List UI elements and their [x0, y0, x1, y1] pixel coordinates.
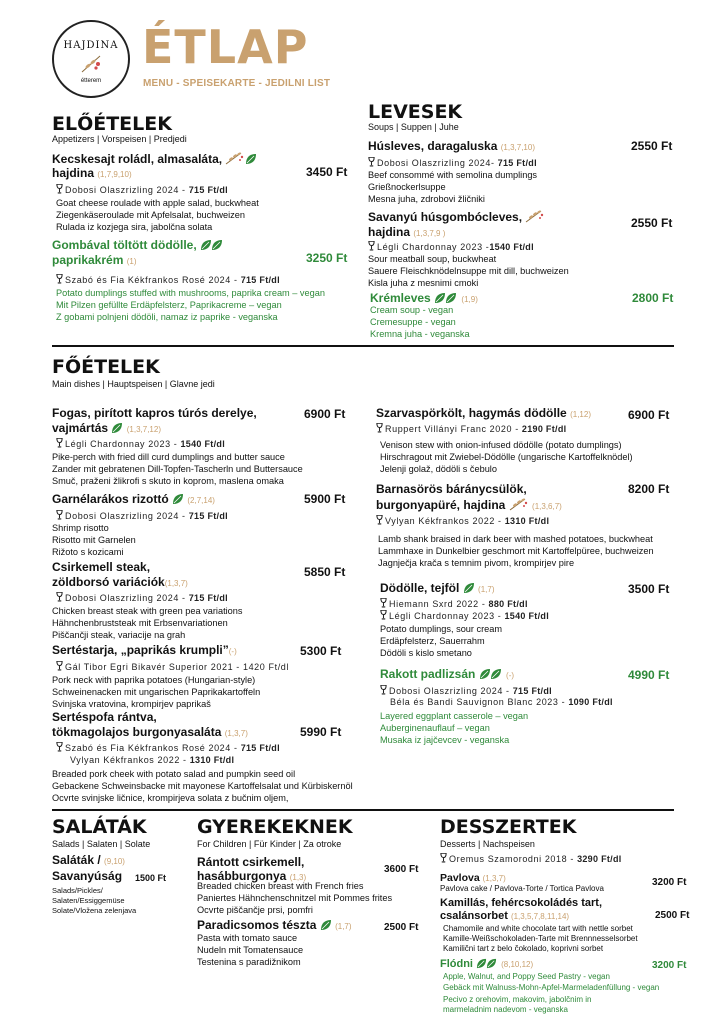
dish-name: Saláták / (9,10) — [52, 853, 125, 867]
dish-name: Sertéstarja, „paprikás krumpli”(-) — [52, 643, 237, 657]
dish-desc-de: Hähnchenbruststeak mit Erbsenvariationen — [52, 618, 228, 628]
dish-price: 8200 Ft — [628, 482, 670, 496]
wine-pairing: Gál Tibor Egri Bikavér Superior 2021 - 1420 Ft/dl — [56, 661, 289, 673]
section-subtitle-soups: Soups | Suppen | Juhe — [368, 122, 459, 132]
dish-desc-sl: Mesna juha, zdrobovi žličniki — [368, 194, 485, 204]
dish-name: Paradicsomos tészta (1,7) — [197, 918, 352, 932]
section-title-mains: FŐÉTELEK — [52, 356, 160, 378]
allergens: (1,7) — [335, 922, 352, 931]
dish-price: 2550 Ft — [631, 139, 673, 153]
dish-desc-sl: Rulada iz kozjega sira, jabolčna solata — [56, 222, 213, 232]
dish-desc-de: Gebackene Schweinsbacke mit mayonese Kartoffelsalat und Kürbiskernöl — [52, 781, 353, 791]
leaf-icon — [111, 422, 123, 434]
dish-desc-en: Sour meatball soup, buckwheat — [368, 254, 497, 264]
allergens: (1) — [126, 257, 137, 266]
dish-price: 3500 Ft — [628, 582, 670, 596]
dish-name: Kecskesajt roládl, almasaláta, — [52, 151, 257, 167]
section-title-appetizers: ELŐÉTELEK — [52, 113, 172, 135]
dish-price: 5990 Ft — [300, 725, 342, 739]
dish-desc-sl: Musaka iz jajčevcev - veganska — [380, 735, 510, 745]
dish-desc-en: Beef consommé with semolina dumplings — [368, 170, 538, 180]
allergens: (1,3,7,12) — [126, 425, 161, 434]
dish-name-line2: paprikakrém (1) — [52, 253, 137, 267]
dish-name: Szarvaspörkölt, hagymás dödölle (1,12) — [376, 406, 591, 420]
allergens: (1,7) — [478, 585, 495, 594]
wine-glass-icon — [56, 184, 63, 194]
wine-glass-icon — [380, 610, 387, 620]
dish-price: 5300 Ft — [300, 644, 342, 658]
wine-glass-icon — [376, 515, 383, 525]
dish-desc-sl: Kisla juha z mesnimi cmoki — [368, 278, 479, 288]
dish-name: Flódni (8,10,12) — [440, 958, 534, 970]
dish-price: 2800 Ft — [632, 291, 674, 305]
dish-desc-en: Lamb shank braised in dark beer with mashed potatoes, buckwheat — [378, 534, 653, 544]
wine-pairing: Dobosi Olaszrizling 2024 - 715 Ft/dl — [56, 592, 228, 604]
dish-desc-en: Potato dumplings, sour cream — [380, 624, 503, 634]
section-divider — [52, 345, 674, 347]
dish-desc-sl: Jelenji golaž, dödöli s čebulo — [380, 464, 497, 474]
dish-desc-en: Pork neck with paprika potatoes (Hungarian-style) — [52, 675, 256, 685]
dish-desc-sl: Pecivo z orehovim, makovim, jabolčnim in — [443, 995, 592, 1004]
wine-pairing: Ruppert Villányi Franc 2020 - 2190 Ft/dl — [376, 423, 566, 435]
wine-glass-icon — [56, 661, 63, 671]
wine-pairing: Légli Chardonnay 2023 - 1540 Ft/dl — [380, 610, 549, 622]
dish-name: Dödölle, tejföl (1,7) — [380, 581, 495, 595]
wine-pairing: Légli Chardonnay 2023 - 1540 Ft/dl — [56, 438, 225, 450]
dish-name: Kamillás, fehércsokoládés tart, — [440, 897, 603, 909]
allergens: (1,3,5,7,8,11,14) — [510, 912, 570, 921]
dish-desc-de: Salaten/Essiggemüse — [52, 896, 125, 905]
dish-name: Savanyú húsgombócleves, — [368, 209, 545, 225]
dish-name: Krémleves (1,9) — [370, 291, 478, 305]
dish-desc-de: Risotto mit Garnelen — [52, 535, 136, 545]
buckwheat-logo-icon — [80, 52, 104, 74]
wine-pairing: Vylyan Kékfrankos 2022 - 1310 Ft/dl — [70, 755, 235, 765]
wine-glass-icon — [440, 853, 447, 863]
dish-desc-sl: Kamilični tart z belo čokolado, koprivni sorbet — [443, 944, 604, 953]
wine-glass-icon — [56, 274, 63, 284]
dish-desc-sl: Kremna juha - veganska — [370, 329, 470, 339]
dish-desc-en: Cream soup - vegan — [370, 305, 454, 315]
dish-price: 3250 Ft — [306, 251, 348, 265]
dish-price: 3200 Ft — [652, 960, 687, 971]
dish-desc-en: Chamomile and white chocolate tart with nettle sorbet — [443, 924, 633, 933]
allergens: (1,3,7,10) — [500, 143, 535, 152]
vegan-leaves-icon — [434, 292, 458, 304]
logo-subtitle: étterem — [80, 78, 102, 84]
dish-price: 3600 Ft — [384, 864, 419, 875]
allergens: (2,7,14) — [187, 496, 215, 505]
dish-name-line2: vajmártás (1,3,7,12) — [52, 421, 161, 435]
dish-desc-sl: Testenina s paradižnikom — [197, 957, 301, 967]
dish-desc-de: Sauere Fleischknödelnsuppe mit dill, buchweizen — [368, 266, 569, 276]
dish-desc-en: Layered eggplant casserole – vegan — [380, 711, 529, 721]
dish-desc-en: Potato dumplings stuffed with mushrooms, paprika cream – vegan — [56, 288, 325, 298]
wine-glass-icon — [380, 685, 387, 695]
section-title-soups: LEVESEK — [368, 101, 463, 123]
dish-price: 6900 Ft — [628, 408, 670, 422]
dish-desc-de: Grießnockerlsuppe — [368, 182, 446, 192]
dish-desc-sl: Dödöli s kislo smetano — [380, 648, 472, 658]
dish-desc-en: Pasta with tomato sauce — [197, 933, 298, 943]
dish-desc-en: Chicken breast steak with green pea variations — [52, 606, 243, 616]
dish-desc-de: Lammhaxe in Dunkelbier geschmort mit Kartoffelpüree, buchweizen — [378, 546, 654, 556]
wine-pairing: Szabó és Fia Kékfrankos Rosé 2024 - 715 Ft/dl — [56, 742, 280, 754]
dish-price: 4990 Ft — [628, 668, 670, 682]
dish-name: Garnélarákos rizottó (2,7,14) — [52, 492, 215, 506]
section-subtitle-mains: Main dishes | Hauptspeisen | Glavne jedi — [52, 379, 215, 389]
menu-title: ÉTLAP — [142, 20, 309, 74]
dish-desc-en: Breaded chicken breast with French fries — [197, 881, 364, 891]
section-title-children: GYEREKEKNEK — [197, 816, 353, 838]
dish-desc-sl: Rižoto s kozicami — [52, 547, 124, 557]
dish-desc-en: Salads/Pickles/ — [52, 886, 103, 895]
dish-desc-de: Zander mit gebratenen Dill-Topfen-Tascherln und Buttersauce — [52, 464, 303, 474]
wine-glass-icon — [380, 598, 387, 608]
section-title-desserts: DESSZERTEK — [440, 816, 577, 838]
dish-desc-sl: Ocvrte piščančje prsi, pomfri — [197, 905, 313, 915]
allergens: (1,3,7) — [224, 729, 248, 738]
leaf-icon — [320, 919, 332, 931]
buckwheat-icon — [525, 209, 545, 223]
allergens: (1,3,6,7) — [532, 502, 562, 511]
dish-desc-en: Apple, Walnut, and Poppy Seed Pastry - vegan — [443, 972, 610, 981]
wine-glass-icon — [368, 241, 375, 251]
dish-name-line2: burgonyapüré, hajdina (1,3,6,7) — [376, 498, 562, 512]
dish-price: 2550 Ft — [631, 216, 673, 230]
buckwheat-icon — [509, 497, 529, 511]
dish-desc-sl: Solate/Vložena zelenjava — [52, 906, 137, 915]
dish-desc-sl: Piščančji steak, variacije na grah — [52, 630, 186, 640]
dish-price: 2500 Ft — [655, 910, 690, 921]
dish-desc-de: Auberginenauflauf – vegan — [380, 723, 490, 733]
allergens: (1,3,7) — [482, 874, 506, 883]
dish-name-line2: csalánsorbet (1,3,5,7,8,11,14) — [440, 910, 570, 922]
dish-desc-en: Breaded pork cheek with potato salad and pumpkin seed oil — [52, 769, 296, 779]
dish-desc-de: Paniertes Hähnchenschnitzel mit Pommes frites — [197, 893, 393, 903]
wine-pairing: Dobosi Olaszrizling 2024 - 715 Ft/dl — [380, 685, 552, 697]
dish-price: 2500 Ft — [384, 922, 419, 933]
dish-price: 3450 Ft — [306, 165, 348, 179]
section-subtitle-appetizers: Appetizers | Vorspeisen | Predjedi — [52, 134, 187, 144]
dish-name-line2: hajdina (1,3,7,9 ) — [368, 225, 446, 239]
dish-desc-sl: Smuč, praženi žlikrofi s skuto in koprom, maslena omaka — [52, 476, 284, 486]
allergens: (1,3) — [289, 873, 307, 882]
dish-name: Gombával töltött dödölle, — [52, 238, 224, 253]
dish-price: 6900 Ft — [304, 407, 346, 421]
dish-name: Rakott padlizsán (-) — [380, 667, 515, 681]
wine-pairing: Dobosi Olaszrizling 2024 - 715 Ft/dl — [56, 184, 228, 196]
allergens: (9,10) — [104, 857, 125, 866]
wine-glass-icon — [56, 742, 63, 752]
section-subtitle-desserts: Desserts | Nachspeisen — [440, 839, 535, 849]
dish-name-line2: hasábburgonya (1,3) — [197, 869, 307, 883]
dish-desc-de: Nudeln mit Tomatensauce — [197, 945, 304, 955]
dish-desc-de: Gebäck mit Walnuss-Mohn-Apfel-Marmeladenfüllung - vegan — [443, 983, 660, 992]
dish-desc-de: Ziegenkäseroulade mit Apfelsalat, buchweizen — [56, 210, 245, 220]
dish-name: Húsleves, daragaluska (1,3,7,10) — [368, 139, 535, 153]
allergens: (1,9) — [461, 295, 478, 304]
section-title-salads: SALÁTÁK — [52, 816, 147, 838]
wine-glass-icon — [56, 438, 63, 448]
dish-desc-sl: Svinjska vratovina, krompirjev paprikaš — [52, 699, 211, 709]
leaf-icon — [463, 582, 475, 594]
wine-pairing: Dobosi Olaszrizling 2024 - 715 Ft/dl — [56, 510, 228, 522]
allergens: (1,7,9,10) — [97, 170, 132, 179]
dish-desc-en: Shrimp risotto — [52, 523, 109, 533]
dish-desc-de: Hirschragout mit Zwiebel-Dödölle (ungarische Kartoffelknödel) — [380, 452, 633, 462]
wine-glass-icon — [376, 423, 383, 433]
dish-desc-de: Kamille-Weißschokoladen-Tarte mit Brennnesselsorbet — [443, 934, 638, 943]
wine-pairing: Vylyan Kékfrankos 2022 - 1310 Ft/dl — [376, 515, 549, 527]
leaf-icon — [245, 153, 257, 165]
wine-pairing: Légli Chardonnay 2023 -1540 Ft/dl — [368, 241, 534, 253]
wine-glass-icon — [56, 592, 63, 602]
dish-desc-sl-line2: marmeladnim nadevom - veganska — [443, 1005, 568, 1014]
dish-name: Rántott csirkemell, — [197, 855, 305, 869]
wine-pairing: Hiemann Sxrd 2022 - 880 Ft/dl — [380, 598, 528, 610]
wine-glass-icon — [56, 510, 63, 520]
dish-desc-en: Goat cheese roulade with apple salad, buckwheat — [56, 198, 259, 208]
dish-name-line2: zöldborsó variációk(1,3,7) — [52, 575, 188, 589]
dish-desc-de: Erdäpfelsterz, Sauerrahm — [380, 636, 485, 646]
wine-pairing: Dobosi Olaszrizling 2024- 715 Ft/dl — [368, 157, 537, 169]
dish-name: Fogas, pirított kapros túrós derelye, — [52, 406, 257, 420]
wine-pairing: Oremus Szamorodni 2018 - 3290 Ft/dl — [440, 853, 622, 865]
allergens: (-) — [228, 647, 237, 656]
allergens: (-) — [506, 671, 515, 680]
restaurant-logo — [52, 20, 130, 98]
allergens: (1,3,7) — [164, 579, 188, 588]
section-subtitle-salads: Salads | Salaten | Solate — [52, 839, 151, 849]
leaf-icon — [172, 493, 184, 505]
dish-desc-de: Mit Pilzen gefüllte Erdäpfelsterz, Paprikacreme – vegan — [56, 300, 282, 310]
dish-price: 5850 Ft — [304, 565, 346, 579]
logo-text: HAJDINA — [63, 40, 119, 51]
dish-price: 5900 Ft — [304, 492, 346, 506]
dish-desc-de: Cremesuppe - vegan — [370, 317, 456, 327]
dish-desc-sl: Ocvrte svinjske ličnice, krompirjeva solata z bučnim oljem, — [52, 793, 289, 803]
dish-desc-de: Schweinenacken mit ungarischen Paprikakartoffeln — [52, 687, 261, 697]
vegan-leaves-icon — [476, 958, 498, 969]
dish-price: 3200 Ft — [652, 877, 687, 888]
dish-price: 1500 Ft — [135, 873, 167, 883]
dish-name: Savanyúság — [52, 869, 123, 883]
dish-desc-en: Venison stew with onion-infused dödölle (potato dumplings) — [380, 440, 622, 450]
wine-glass-icon — [368, 157, 375, 167]
wine-pairing: Béla és Bandi Sauvignon Blanc 2023 - 1090 Ft/dl — [390, 697, 613, 707]
section-divider — [52, 809, 674, 811]
allergens: (1,12) — [570, 410, 591, 419]
buckwheat-icon — [225, 151, 245, 165]
section-subtitle-children: For Children | Für Kinder | Za otroke — [197, 839, 342, 849]
dish-name: Pavlova (1,3,7) — [440, 872, 506, 884]
dish-desc-sl: Z gobami polnjeni dödöli, namaz iz paprike - veganska — [56, 312, 278, 322]
dish-name-line2: tökmagolajos burgonyasaláta (1,3,7) — [52, 725, 248, 739]
allergens: (1,3,7,9 ) — [413, 229, 446, 238]
dish-desc-sl: Jagnječja krača s temnim pivom, krompirjev pire — [378, 558, 575, 568]
dish-desc-en: Pike-perch with fried dill curd dumplings and butter sauce — [52, 452, 285, 462]
dish-name-line2: hajdina (1,7,9,10) — [52, 166, 132, 180]
dish-name: Sertéspofa rántva, — [52, 710, 157, 724]
dish-name: Csirkemell steak, — [52, 560, 151, 574]
wine-pairing: Szabó és Fia Kékfrankos Rosé 2024 - 715 Ft/dl — [56, 274, 280, 286]
menu-subtitle: MENU - SPEISEKARTE - JEDILNI LIST — [143, 78, 331, 89]
vegan-leaves-icon — [479, 668, 503, 680]
vegan-leaves-icon — [200, 239, 224, 251]
dish-desc: Pavlova cake / Pavlova-Torte / Tortica Pavlova — [440, 884, 604, 893]
allergens: (8,10,12) — [501, 960, 534, 969]
dish-name: Barnasörös báránycsülök, — [376, 482, 527, 496]
